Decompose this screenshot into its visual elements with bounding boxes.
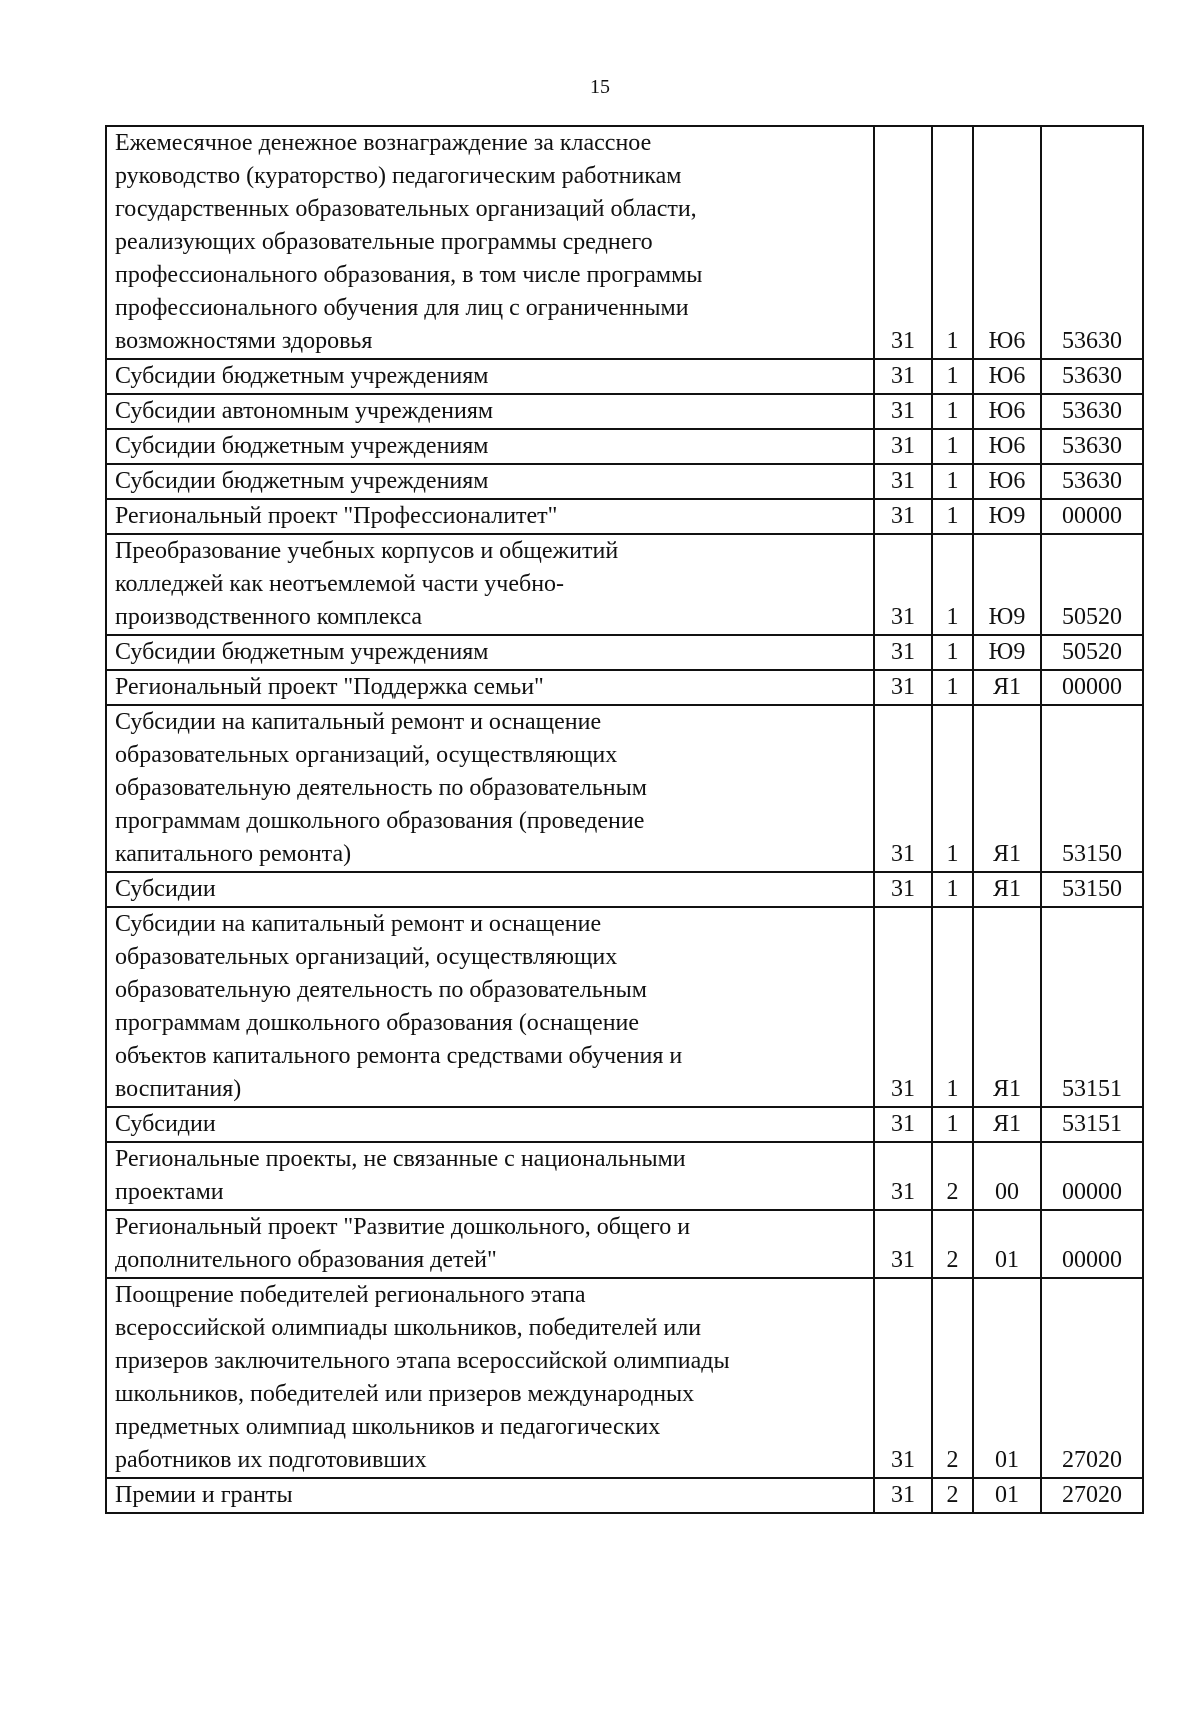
code-program: 31 [874,635,932,670]
code-project: Я1 [973,907,1041,1107]
row-description: Региональный проект "Профессионалитет" [106,499,874,534]
table-row [106,499,1143,534]
table-row [106,126,1143,359]
code-direction: 00000 [1041,1142,1143,1210]
code-direction: 27020 [1041,1278,1143,1478]
code-project: 01 [973,1210,1041,1278]
code-direction: 00000 [1041,499,1143,534]
table-row [106,464,1143,499]
code-direction: 53630 [1041,359,1143,394]
table-row [106,1210,1143,1278]
table-row [106,635,1143,670]
code-project: Я1 [973,670,1041,705]
code-project: Ю9 [973,635,1041,670]
row-description: Региональный проект "Поддержка семьи" [106,670,874,705]
code-program: 31 [874,464,932,499]
code-project: Я1 [973,872,1041,907]
code-program: 31 [874,670,932,705]
code-project: Ю6 [973,126,1041,359]
code-project: 00 [973,1142,1041,1210]
row-description: Премии и гранты [106,1478,874,1513]
table-row [106,705,1143,872]
code-direction: 53630 [1041,126,1143,359]
table-row [106,359,1143,394]
code-program: 31 [874,1210,932,1278]
code-project: Ю9 [973,499,1041,534]
row-description: Ежемесячное денежное вознаграждение за классное руководство (кураторство) педагогическим работникам государственных образовательных организаций области, реализующих образовательные программы среднего профессионального образования, в том числе программы профессионального обучения для лиц с ограниченными возможностями здоровья [106,126,874,359]
code-program: 31 [874,126,932,359]
code-subprogram: 1 [932,126,973,359]
code-subprogram: 1 [932,359,973,394]
code-direction: 27020 [1041,1478,1143,1513]
code-direction: 53151 [1041,1107,1143,1142]
code-project: 01 [973,1278,1041,1478]
row-description: Субсидии бюджетным учреждениям [106,464,874,499]
code-program: 31 [874,1278,932,1478]
table-row [106,1478,1143,1513]
table-row [106,394,1143,429]
code-subprogram: 2 [932,1278,973,1478]
code-program: 31 [874,394,932,429]
code-program: 31 [874,705,932,872]
code-direction: 00000 [1041,1210,1143,1278]
code-program: 31 [874,499,932,534]
table-row [106,907,1143,1107]
code-direction: 53630 [1041,429,1143,464]
code-subprogram: 1 [932,1107,973,1142]
code-direction: 53151 [1041,907,1143,1107]
code-project: Ю9 [973,534,1041,635]
table-row [106,872,1143,907]
code-subprogram: 1 [932,635,973,670]
code-program: 31 [874,1142,932,1210]
table-row [106,1107,1143,1142]
code-program: 31 [874,359,932,394]
row-description: Субсидии автономным учреждениям [106,394,874,429]
code-subprogram: 1 [932,534,973,635]
code-program: 31 [874,429,932,464]
code-project: 01 [973,1478,1041,1513]
code-project: Ю6 [973,464,1041,499]
code-project: Я1 [973,705,1041,872]
row-description: Субсидии [106,872,874,907]
code-direction: 00000 [1041,670,1143,705]
code-program: 31 [874,907,932,1107]
row-description: Региональный проект "Развитие дошкольного, общего и дополнительного образования детей" [106,1210,874,1278]
row-description: Субсидии на капитальный ремонт и оснащение образовательных организаций, осуществляющих образовательную деятельность по образовательным программам дошкольного образования (проведение капитального ремонта) [106,705,874,872]
code-project: Ю6 [973,394,1041,429]
code-subprogram: 2 [932,1142,973,1210]
code-subprogram: 1 [932,670,973,705]
table-row [106,534,1143,635]
code-program: 31 [874,872,932,907]
code-subprogram: 2 [932,1210,973,1278]
code-program: 31 [874,534,932,635]
code-subprogram: 1 [932,705,973,872]
row-description: Субсидии на капитальный ремонт и оснащение образовательных организаций, осуществляющих образовательную деятельность по образовательным программам дошкольного образования (оснащение объектов капитального ремонта средствами обучения и воспитания) [106,907,874,1107]
table-row [106,670,1143,705]
table-row [106,1278,1143,1478]
table-row [106,1142,1143,1210]
page-number: 15 [590,76,610,98]
budget-classification-table [105,125,1144,1514]
code-project: Ю6 [973,359,1041,394]
code-program: 31 [874,1107,932,1142]
table-row [106,429,1143,464]
code-subprogram: 1 [932,499,973,534]
code-project: Ю6 [973,429,1041,464]
code-subprogram: 1 [932,429,973,464]
code-subprogram: 1 [932,907,973,1107]
row-description: Субсидии бюджетным учреждениям [106,429,874,464]
code-project: Я1 [973,1107,1041,1142]
row-description: Поощрение победителей регионального этапа всероссийской олимпиады школьников, победителей или призеров заключительного этапа всероссийской олимпиады школьников, победителей или призеров международных предметных олимпиад школьников и педагогических работников их подготовивших [106,1278,874,1478]
code-subprogram: 2 [932,1478,973,1513]
row-description: Региональные проекты, не связанные с национальными проектами [106,1142,874,1210]
code-direction: 50520 [1041,534,1143,635]
code-subprogram: 1 [932,872,973,907]
code-direction: 50520 [1041,635,1143,670]
code-program: 31 [874,1478,932,1513]
code-direction: 53150 [1041,872,1143,907]
code-direction: 53630 [1041,464,1143,499]
row-description: Субсидии [106,1107,874,1142]
code-subprogram: 1 [932,394,973,429]
code-direction: 53630 [1041,394,1143,429]
row-description: Преобразование учебных корпусов и общежитий колледжей как неотъемлемой части учебно- производственного комплекса [106,534,874,635]
row-description: Субсидии бюджетным учреждениям [106,635,874,670]
code-subprogram: 1 [932,464,973,499]
row-description: Субсидии бюджетным учреждениям [106,359,874,394]
code-direction: 53150 [1041,705,1143,872]
